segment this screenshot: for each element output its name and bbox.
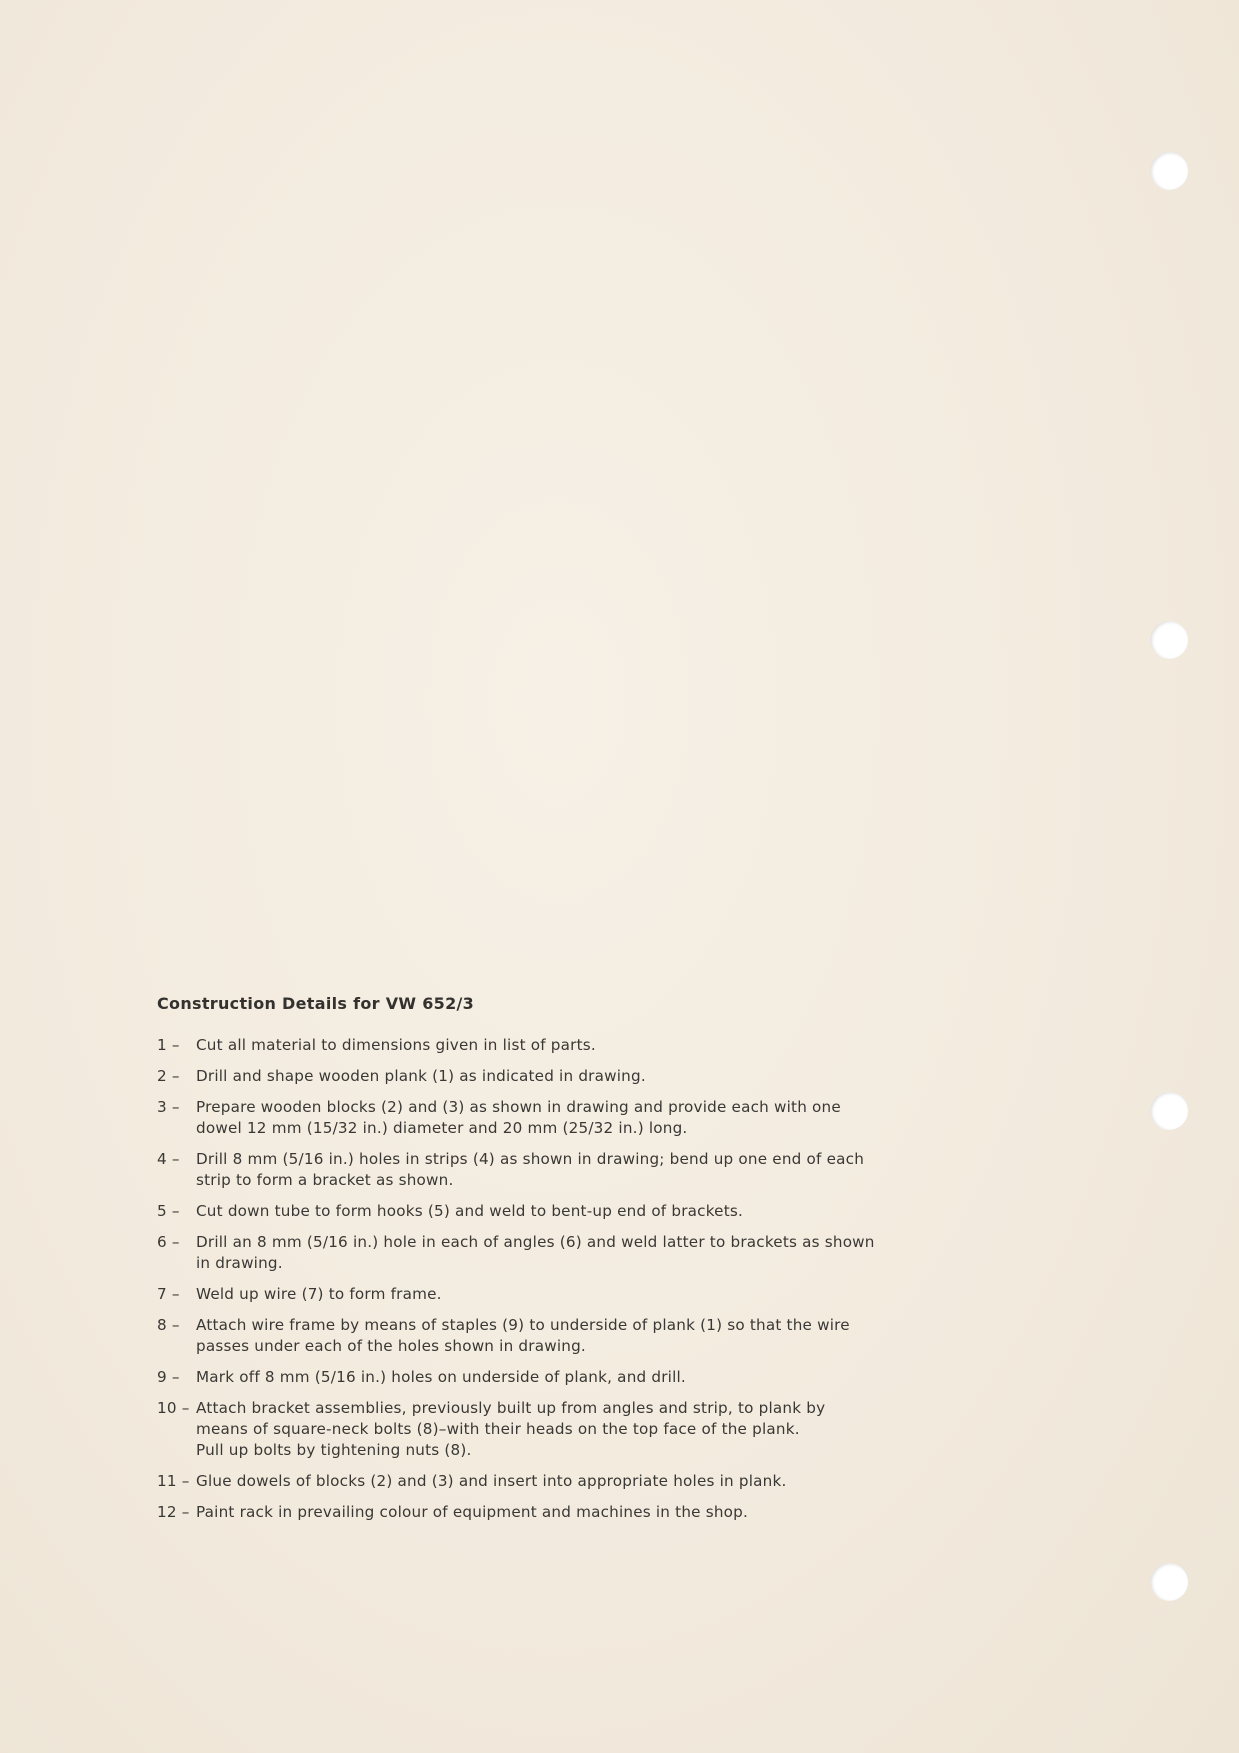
step-number: 11 –	[157, 1472, 190, 1490]
step-text: Drill and shape wooden plank (1) as indicated in drawing.	[196, 1067, 646, 1085]
step-item	[157, 1232, 917, 1274]
step-item	[157, 1398, 917, 1461]
step-text: Glue dowels of blocks (2) and (3) and insert into appropriate holes in plank.	[196, 1472, 787, 1490]
step-text: Attach wire frame by means of staples (9) to underside of plank (1) so that the wire	[196, 1316, 850, 1334]
step-text: Cut down tube to form hooks (5) and weld to bent-up end of brackets.	[196, 1202, 744, 1220]
step-text: Drill 8 mm (5/16 in.) holes in strips (4) as shown in drawing; bend up one end of each	[196, 1150, 865, 1168]
step-item	[157, 1097, 917, 1139]
step-text: Prepare wooden blocks (2) and (3) as shown in drawing and provide each with one	[196, 1098, 841, 1116]
step-text: Attach bracket assemblies, previously built up from angles and strip, to plank by	[196, 1399, 826, 1417]
step-item	[157, 1315, 917, 1357]
step-number: 6 –	[157, 1233, 180, 1251]
step-number: 2 –	[157, 1067, 180, 1085]
step-item	[157, 1149, 917, 1191]
step-number: 8 –	[157, 1316, 180, 1334]
step-number: 5 –	[157, 1202, 180, 1220]
step-text: Cut all material to dimensions given in list of parts.	[196, 1036, 596, 1054]
step-number: 1 –	[157, 1036, 180, 1054]
step-number: 7 –	[157, 1285, 180, 1303]
document-title: Construction Details for VW 652/3	[157, 994, 475, 1013]
punch-hole-1	[1150, 152, 1188, 190]
step-text: Drill an 8 mm (5/16 in.) hole in each of angles (6) and weld latter to brackets as shown	[196, 1233, 875, 1251]
step-text: means of square-neck bolts (8)–with their heads on the top face of the plank.	[196, 1420, 800, 1438]
construction-details	[157, 994, 917, 1533]
step-text: Paint rack in prevailing colour of equipment and machines in the shop.	[196, 1503, 749, 1521]
step-item	[157, 1502, 917, 1523]
punch-hole-4	[1150, 1563, 1188, 1601]
step-item	[157, 1471, 917, 1492]
step-text: dowel 12 mm (15/32 in.) diameter and 20 mm (25/32 in.) long.	[196, 1119, 688, 1137]
step-item	[157, 1035, 917, 1056]
step-text: Mark off 8 mm (5/16 in.) holes on underside of plank, and drill.	[196, 1368, 686, 1386]
step-text: passes under each of the holes shown in drawing.	[196, 1337, 586, 1355]
step-text: in drawing.	[196, 1254, 283, 1272]
step-number: 3 –	[157, 1098, 180, 1116]
step-text: Weld up wire (7) to form frame.	[196, 1285, 442, 1303]
steps-list	[157, 1035, 917, 1523]
step-number: 9 –	[157, 1368, 180, 1386]
step-item	[157, 1284, 917, 1305]
step-item	[157, 1367, 917, 1388]
step-text: strip to form a bracket as shown.	[196, 1171, 454, 1189]
punch-hole-3	[1150, 1092, 1188, 1130]
step-number: 4 –	[157, 1150, 180, 1168]
step-text: Pull up bolts by tightening nuts (8).	[196, 1441, 472, 1459]
step-number: 12 –	[157, 1503, 190, 1521]
step-item	[157, 1201, 917, 1222]
step-item	[157, 1066, 917, 1087]
step-number: 10 –	[157, 1399, 190, 1417]
punch-hole-2	[1150, 621, 1188, 659]
